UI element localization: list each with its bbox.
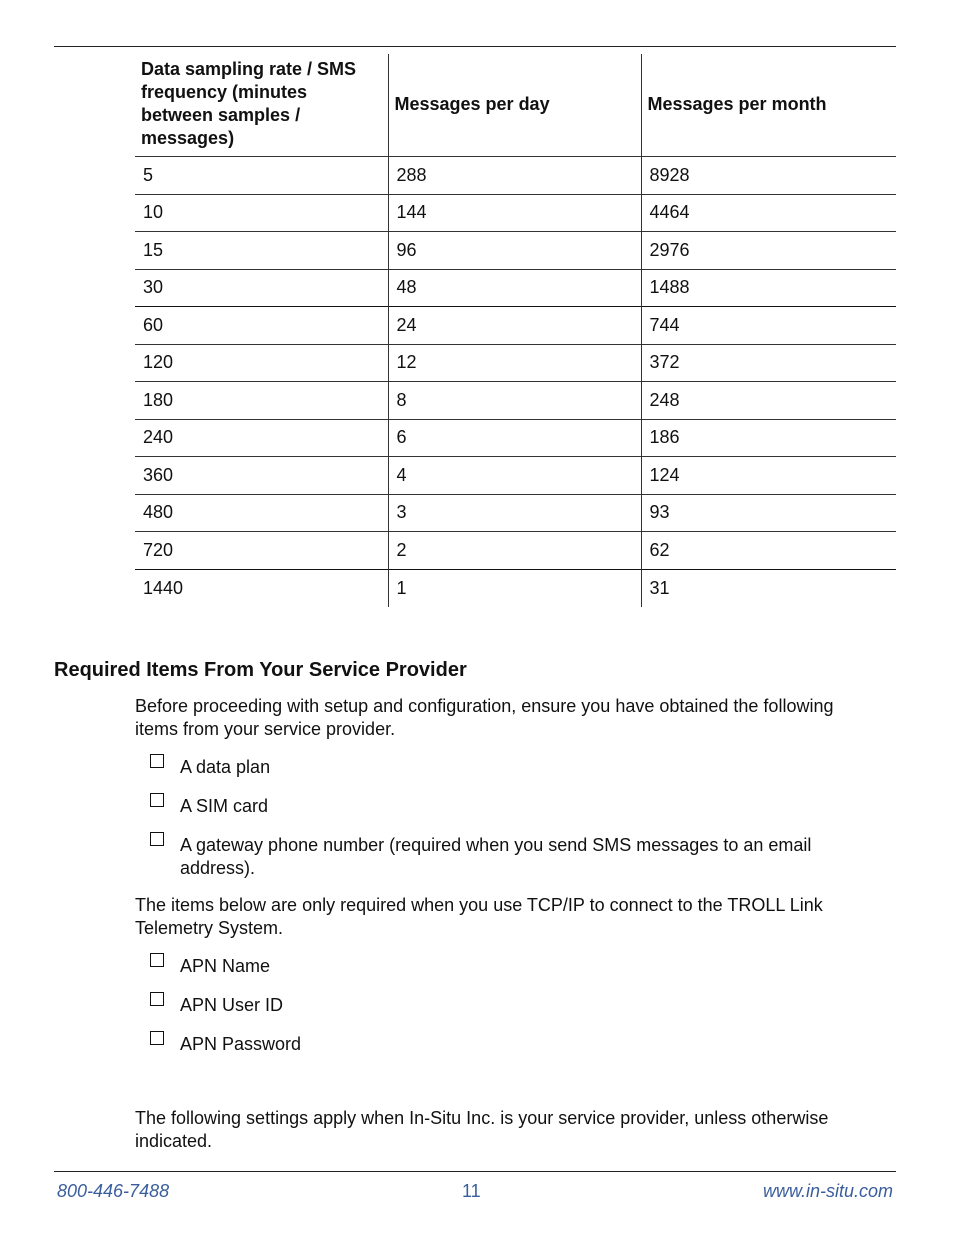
cell-messages-per-day: 4	[388, 457, 641, 495]
table-row	[135, 307, 896, 345]
cell-messages-per-day: 96	[388, 232, 641, 270]
footer-rule	[54, 1171, 896, 1172]
cell-messages-per-month: 1488	[641, 269, 896, 307]
cell-messages-per-day: 6	[388, 419, 641, 457]
cell-sampling-rate: 120	[135, 344, 388, 382]
cell-messages-per-month: 31	[641, 569, 896, 607]
footer-website-link[interactable]: www.in-situ.com	[762, 1181, 893, 1201]
checklist-item-label: A data plan	[180, 757, 271, 777]
checklist-item	[150, 955, 870, 978]
cell-sampling-rate: 5	[135, 157, 388, 195]
cell-messages-per-day: 288	[388, 157, 641, 195]
checklist-item	[150, 756, 870, 779]
cell-messages-per-month: 124	[641, 457, 896, 495]
service-items-checklist	[150, 756, 870, 896]
cell-messages-per-month: 8928	[641, 157, 896, 195]
tcp-note-paragraph: The items below are only required when you use TCP/IP to connect to the TROLL Link Telemetry System.	[135, 895, 823, 938]
column-header-messages-per-month: Messages per month	[641, 54, 896, 157]
checklist-item	[150, 834, 870, 880]
cell-sampling-rate: 10	[135, 194, 388, 232]
cell-sampling-rate: 480	[135, 494, 388, 532]
cell-sampling-rate: 240	[135, 419, 388, 457]
cell-sampling-rate: 180	[135, 382, 388, 420]
checklist-item	[150, 994, 870, 1017]
column-header-sampling-rate: Data sampling rate / SMS frequency (minutes between samples / messages)	[135, 54, 388, 157]
cell-messages-per-month: 248	[641, 382, 896, 420]
cell-messages-per-month: 372	[641, 344, 896, 382]
cell-messages-per-month: 4464	[641, 194, 896, 232]
cell-messages-per-day: 12	[388, 344, 641, 382]
table-row	[135, 194, 896, 232]
table-row	[135, 269, 896, 307]
cell-messages-per-month: 186	[641, 419, 896, 457]
table-row	[135, 232, 896, 270]
cell-sampling-rate: 360	[135, 457, 388, 495]
insitu-note-paragraph: The following settings apply when In-Situ Inc. is your service provider, unless otherwise indicated.	[135, 1108, 829, 1151]
cell-messages-per-month: 93	[641, 494, 896, 532]
table-row	[135, 494, 896, 532]
table-row	[135, 569, 896, 607]
cell-messages-per-day: 2	[388, 532, 641, 570]
table-header-row	[135, 54, 896, 157]
footer-page-number: 11	[462, 1181, 481, 1201]
table-row	[135, 382, 896, 420]
checkbox-icon[interactable]	[150, 832, 164, 846]
footer-phone-number: 800-446-7488	[57, 1181, 170, 1201]
table-row	[135, 419, 896, 457]
checklist-item-label: A gateway phone number (required when you send SMS messages to an email address).	[180, 835, 812, 878]
cell-messages-per-month: 744	[641, 307, 896, 345]
table-row	[135, 344, 896, 382]
checkbox-icon[interactable]	[150, 992, 164, 1006]
header-rule	[54, 46, 896, 47]
cell-messages-per-month: 2976	[641, 232, 896, 270]
cell-messages-per-day: 1	[388, 569, 641, 607]
apn-items-checklist	[150, 955, 870, 1072]
column-header-messages-per-day: Messages per day	[388, 54, 641, 157]
cell-sampling-rate: 60	[135, 307, 388, 345]
cell-sampling-rate: 30	[135, 269, 388, 307]
cell-messages-per-day: 48	[388, 269, 641, 307]
checklist-item-label: APN User ID	[180, 995, 284, 1015]
cell-sampling-rate: 15	[135, 232, 388, 270]
cell-messages-per-month: 62	[641, 532, 896, 570]
checklist-item-label: APN Name	[180, 956, 271, 976]
intro-paragraph: Before proceeding with setup and configuration, ensure you have obtained the following items from your service provider.	[135, 696, 834, 739]
cell-sampling-rate: 1440	[135, 569, 388, 607]
cell-messages-per-day: 144	[388, 194, 641, 232]
messages-table	[135, 54, 896, 607]
cell-messages-per-day: 3	[388, 494, 641, 532]
cell-messages-per-day: 24	[388, 307, 641, 345]
checklist-item	[150, 1033, 870, 1056]
checklist-item-label: A SIM card	[180, 796, 269, 816]
checkbox-icon[interactable]	[150, 754, 164, 768]
checkbox-icon[interactable]	[150, 1031, 164, 1045]
checklist-item	[150, 795, 870, 818]
checkbox-icon[interactable]	[150, 793, 164, 807]
checkbox-icon[interactable]	[150, 953, 164, 967]
checklist-item-label: APN Password	[180, 1034, 302, 1054]
table-row	[135, 157, 896, 195]
table-row	[135, 532, 896, 570]
table-row	[135, 457, 896, 495]
cell-sampling-rate: 720	[135, 532, 388, 570]
cell-messages-per-day: 8	[388, 382, 641, 420]
section-heading: Required Items From Your Service Provider	[54, 659, 467, 681]
